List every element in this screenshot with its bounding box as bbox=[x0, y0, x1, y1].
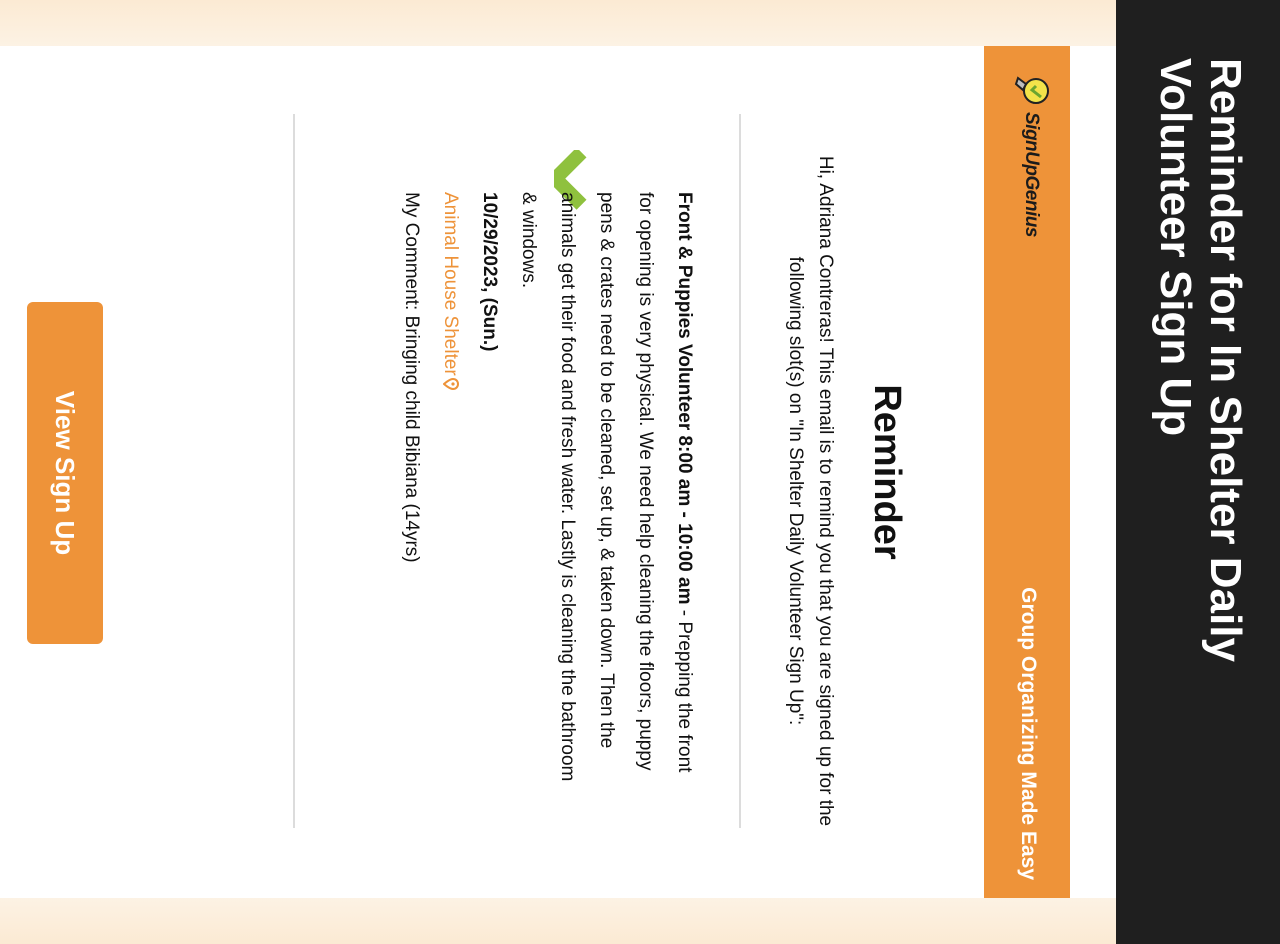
slot-details bbox=[392, 192, 704, 792]
view-sign-up-button[interactable]: View Sign Up bbox=[27, 302, 103, 644]
slot-title: Front & Puppies Volunteer 8:00 am - 10:00 am bbox=[674, 192, 695, 605]
signupgenius-logo[interactable] bbox=[1008, 64, 1054, 237]
slot-location-link[interactable] bbox=[431, 192, 470, 792]
divider-top bbox=[739, 114, 741, 828]
reminder-heading: Reminder bbox=[866, 384, 908, 560]
email-card bbox=[0, 46, 1116, 898]
page-title: Reminder for In Shelter Daily Volunteer Sign Up bbox=[1151, 58, 1250, 662]
email-header bbox=[984, 46, 1070, 898]
slot-description: - Prepping the front for opening is very physical. We need help cleaning the floors, puppy pens & crates need to be cleaned, set up, & taken down. Then the animals get their food and fresh water. Lastly is cleaning the bathroom & windows. bbox=[518, 192, 695, 782]
intro-text: Hi, Adriana Contreras! This email is to remind you that you are signed up for the following slot(s) on "In Shelter Daily Volunteer Sign Up": bbox=[785, 155, 836, 827]
tagline: Group Organizing Made Easy bbox=[1017, 587, 1040, 880]
slot-date: 10/29/2023, (Sun.) bbox=[479, 192, 500, 352]
divider-bottom bbox=[293, 114, 295, 828]
logo-text: SignUpGenius bbox=[1021, 112, 1042, 237]
title-bar bbox=[1116, 0, 1280, 944]
location-label: Animal House Shelter bbox=[440, 192, 461, 376]
map-pin-icon bbox=[443, 378, 459, 390]
slot-comment: My Comment: Bringing child Bibiana (14yrs) bbox=[401, 192, 422, 563]
lightbulb-icon bbox=[1008, 64, 1054, 110]
